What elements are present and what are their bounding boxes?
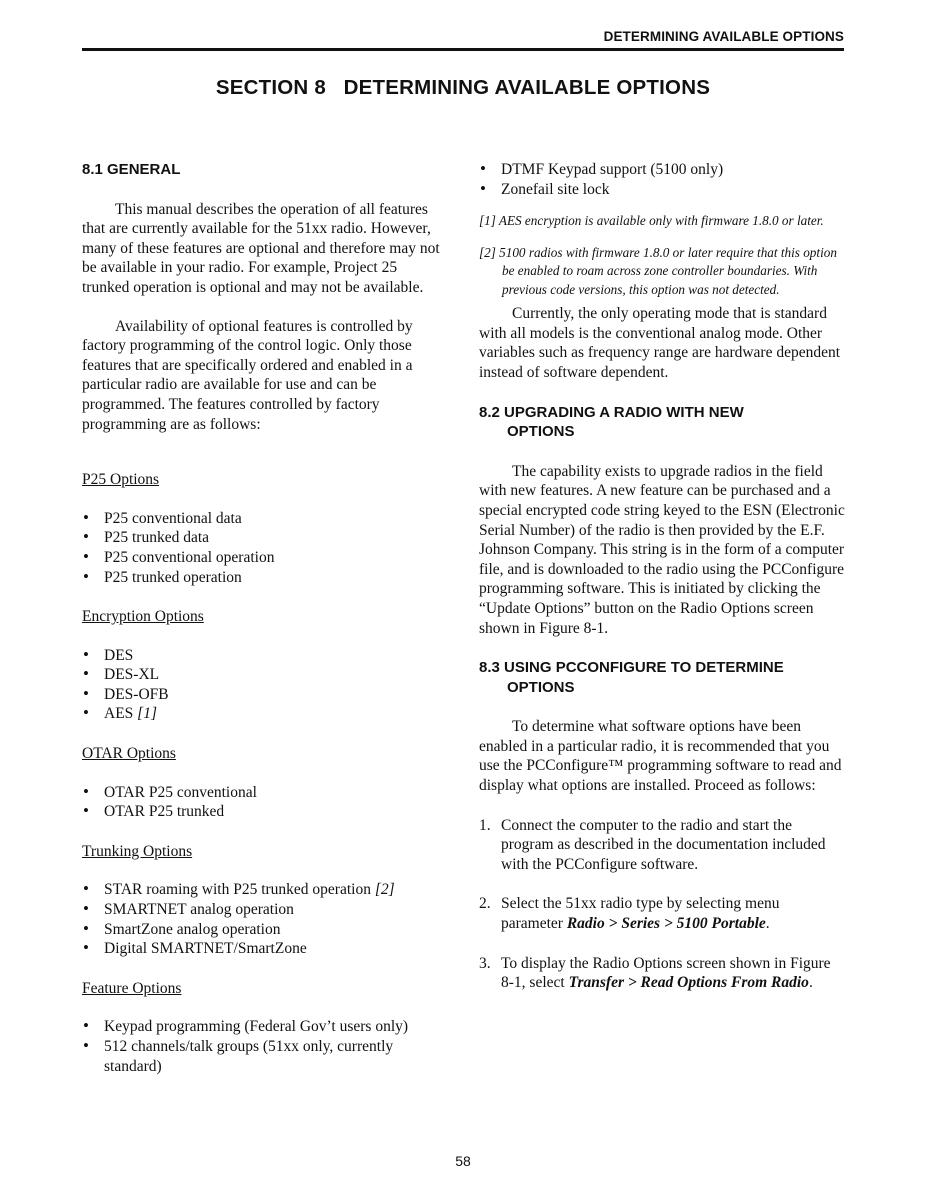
right-column xyxy=(479,160,845,993)
upgrade-paragraph: The capability exists to upgrade radios in the field with new features. A new feature can be purchased and a special encrypted code string keyed to the ESN (Electronic Serial Number) of the radio is then provided by the E.F. Johnson Company. This string is in the form of a computer file, and is downloaded to the radio using the PCConfigure programming software. This is initiated by clicking the “Update Options” button on the Radio Options screen shown in Figure 8-1. xyxy=(479,462,845,637)
standard-mode-paragraph: Currently, the only operating mode that is standard with all models is the conventional analog mode. Other variables such as frequency range are hardware dependent instead of software dependent. xyxy=(479,305,841,381)
list-item: • Zonefail site lock xyxy=(479,180,845,200)
procedure-steps xyxy=(479,816,845,993)
otar-options-list xyxy=(82,783,444,822)
heading-8-2-line1: 8.2 UPGRADING A RADIO WITH NEW xyxy=(479,403,744,421)
step-text: Connect the computer to the radio and start the program as described in the documentation included with the PCConfigure software. xyxy=(501,816,826,873)
page-number: 58 xyxy=(455,1153,471,1169)
p25-options-list xyxy=(82,509,444,587)
step-1 xyxy=(479,816,845,875)
pcconfigure-paragraph: To determine what software options have been enabled in a particular radio, it is recommended that you use the PCConfigure™ programming software to read and display what options are installed. Proceed as follows: xyxy=(479,718,842,795)
list-item: • P25 trunked operation xyxy=(82,568,444,588)
trunking-options-list xyxy=(82,880,444,958)
general-paragraph-2: Availability of optional features is controlled by factory programming of the control logic. Only those features that are specifically ordered and enabled in a particular radio are available for use and can be programmed. The features controlled by factory programming are as follows: xyxy=(82,317,413,433)
step-number: 3. xyxy=(479,954,491,972)
aes-label: AES xyxy=(104,705,134,723)
step-number: 2. xyxy=(479,895,491,913)
section-title: SECTION 8 DETERMINING AVAILABLE OPTIONS xyxy=(215,76,711,99)
feature-options-list xyxy=(82,1017,444,1076)
list-item xyxy=(82,704,444,724)
step-text-end: . xyxy=(765,915,770,933)
footnote-ref-2: [2] xyxy=(374,881,395,899)
footnote-2: [2] 5100 radios with firmware 1.8.0 or later require that this option be enabled to roam across zone controller boundaries. With previous code versions, this option was not detected. xyxy=(479,244,837,297)
feature-options-list-continued xyxy=(479,160,845,199)
heading-8-3 xyxy=(479,658,845,697)
step-text-end: . xyxy=(808,974,813,992)
step-3 xyxy=(479,954,845,993)
list-item: • OTAR P25 trunked xyxy=(82,802,444,822)
otar-options-title: OTAR Options xyxy=(82,745,176,763)
list-item xyxy=(82,880,444,900)
footnote-1: [1] AES encryption is available only with firmware 1.8.0 or later. xyxy=(479,213,824,229)
feature-options-title: Feature Options xyxy=(82,979,182,997)
encryption-options-title: Encryption Options xyxy=(82,608,204,626)
heading-8-2-line2: OPTIONS xyxy=(507,423,575,441)
list-item: • P25 trunked data xyxy=(82,528,444,548)
heading-8-3-line1: 8.3 USING PCCONFIGURE TO DETERMINE xyxy=(479,659,784,677)
list-item: • OTAR P25 conventional xyxy=(82,783,444,803)
list-item: • SmartZone analog operation xyxy=(82,920,444,940)
list-item: • SMARTNET analog operation xyxy=(82,900,444,920)
menu-path: Radio > Series > 5100 Portable xyxy=(566,915,766,933)
p25-options-title: P25 Options xyxy=(82,471,160,489)
list-item: • Keypad programming (Federal Gov’t users only) xyxy=(82,1017,444,1037)
list-item: • P25 conventional data xyxy=(82,509,444,529)
list-item: • DTMF Keypad support (5100 only) xyxy=(479,160,845,180)
list-item: • DES-OFB xyxy=(82,685,444,705)
list-item: • DES-XL xyxy=(82,665,444,685)
step-text: To display the Radio Options screen shown in Figure 8-1, select xyxy=(501,954,831,992)
general-paragraph-1: This manual describes the operation of all features that are currently available for the 51xx radio. However, many of these features are optional and therefore may not be available in your radio. For example, Project 25 trunked operation is optional and may not be available. xyxy=(82,200,440,296)
heading-8-2 xyxy=(479,403,845,442)
list-item: • P25 conventional operation xyxy=(82,548,444,568)
footnote-ref-1: [1] xyxy=(137,705,157,723)
heading-8-1: 8.1 GENERAL xyxy=(82,161,181,178)
running-header-title: DETERMINING AVAILABLE OPTIONS xyxy=(603,29,844,44)
left-column xyxy=(82,160,444,1076)
step-2 xyxy=(479,894,845,933)
heading-8-3-line2: OPTIONS xyxy=(507,678,575,696)
list-item: • Digital SMARTNET/SmartZone xyxy=(82,939,444,959)
star-roaming-label: STAR roaming with P25 trunked operation xyxy=(104,881,371,899)
trunking-options-title: Trunking Options xyxy=(82,842,193,860)
list-item: • 512 channels/talk groups (51xx only, currently standard) xyxy=(82,1037,444,1076)
menu-path: Transfer > Read Options From Radio xyxy=(568,974,809,992)
step-number: 1. xyxy=(479,816,491,834)
header-rule xyxy=(82,48,844,51)
list-item: • DES xyxy=(82,646,444,666)
step-text: Select the 51xx radio type by selecting menu parameter xyxy=(501,895,780,933)
encryption-options-list xyxy=(82,646,444,724)
